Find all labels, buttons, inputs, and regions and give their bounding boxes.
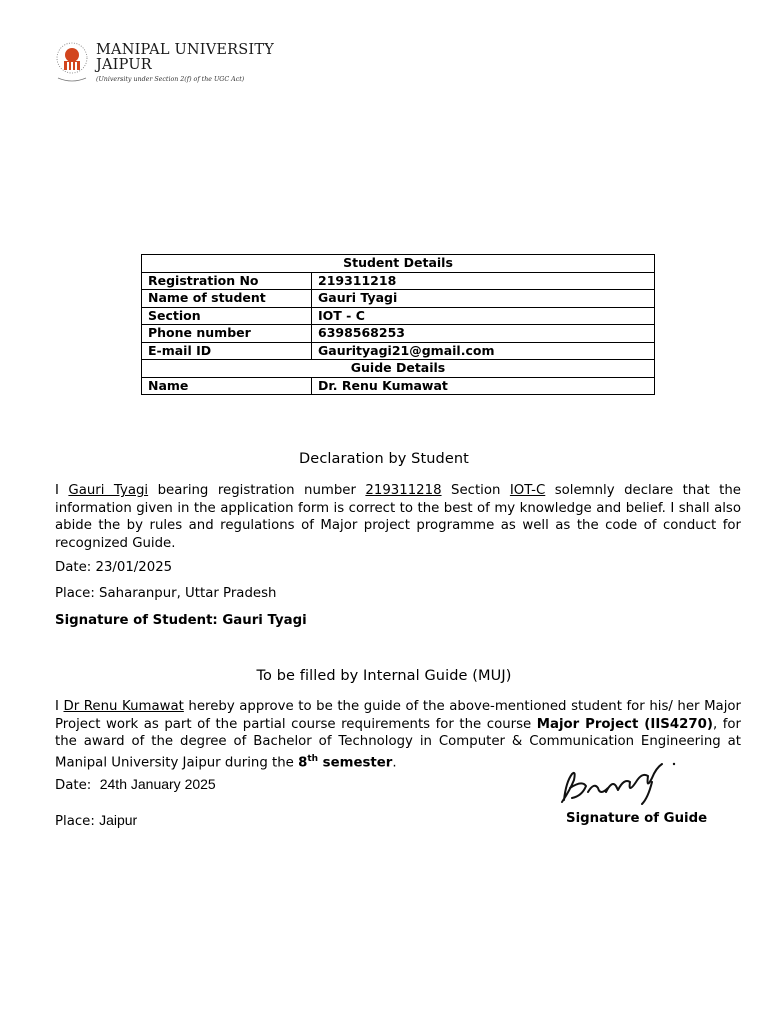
course-name: Major Project (IIS4270) <box>536 716 713 732</box>
row-value: Dr. Renu Kumawat <box>312 377 655 395</box>
guide-paragraph: I Dr Renu Kumawat hereby approve to be the guide of the above-mentioned student for his/ her Major Project work as part of the partial course requirements for the course Major Project (IIS4270), for the award of the degree of Bachelor of Technology in Computer & Communication Engineering at Manipal University Jaipur during the 8th semester. <box>55 699 741 770</box>
student-details-table <box>141 254 655 395</box>
declaration-date: Date: 23/01/2025 <box>55 560 173 575</box>
university-city: JAIPUR <box>96 57 152 73</box>
student-name: Gauri Tyagi <box>68 483 149 498</box>
declaration-place: Place: Saharanpur, Uttar Pradesh <box>55 586 277 601</box>
table-row <box>142 342 655 360</box>
guide-place-value: Jaipur <box>99 812 138 828</box>
registration-number: 219311218 <box>365 483 442 498</box>
row-label: E-mail ID <box>142 342 312 360</box>
guide-heading: To be filled by Internal Guide (MUJ) <box>256 668 512 684</box>
student-signature: Signature of Student: Gauri Tyagi <box>55 613 307 628</box>
table-row <box>142 325 655 343</box>
table-header-row <box>142 255 655 273</box>
guide-place: Place: Jaipur <box>55 812 138 829</box>
university-tagline: (University under Section 2(f) of the UGC Act) <box>96 76 245 83</box>
guide-details-title: Guide Details <box>142 360 655 378</box>
row-value: 6398568253 <box>312 325 655 343</box>
guide-date: Date: 24th January 2025 <box>55 776 216 793</box>
table-row <box>142 272 655 290</box>
section-value: IOT-C <box>509 483 546 498</box>
university-emblem-icon <box>52 40 92 86</box>
row-label: Section <box>142 307 312 325</box>
row-label: Name <box>142 377 312 395</box>
declaration-paragraph: I Gauri Tyagi bearing registration number 219311218 Section IOT-C solemnly declare that the information given in the application form is correct to the best of my knowledge and belief. I shall also abide the by rules and regulations of Major project programme as well as the code of conduct for recognized Guide. <box>55 483 741 551</box>
university-name: MANIPAL UNIVERSITY <box>96 42 274 58</box>
guide-date-value: 24th January 2025 <box>99 776 216 792</box>
table-row <box>142 290 655 308</box>
guide-signature-label: Signature of Guide <box>566 811 708 826</box>
row-label: Registration No <box>142 272 312 290</box>
row-value: IOT - C <box>312 307 655 325</box>
university-logo <box>52 40 292 90</box>
table-row <box>142 307 655 325</box>
row-value: Gaurityagi21@gmail.com <box>312 342 655 360</box>
row-label: Name of student <box>142 290 312 308</box>
table-row <box>142 377 655 395</box>
guide-signature-image <box>556 752 684 810</box>
declaration-heading: Declaration by Student <box>299 451 469 467</box>
table-header-row <box>142 360 655 378</box>
row-value: Gauri Tyagi <box>312 290 655 308</box>
row-value: 219311218 <box>312 272 655 290</box>
student-details-title: Student Details <box>142 255 655 273</box>
guide-name: Dr Renu Kumawat <box>63 699 184 714</box>
row-label: Phone number <box>142 325 312 343</box>
